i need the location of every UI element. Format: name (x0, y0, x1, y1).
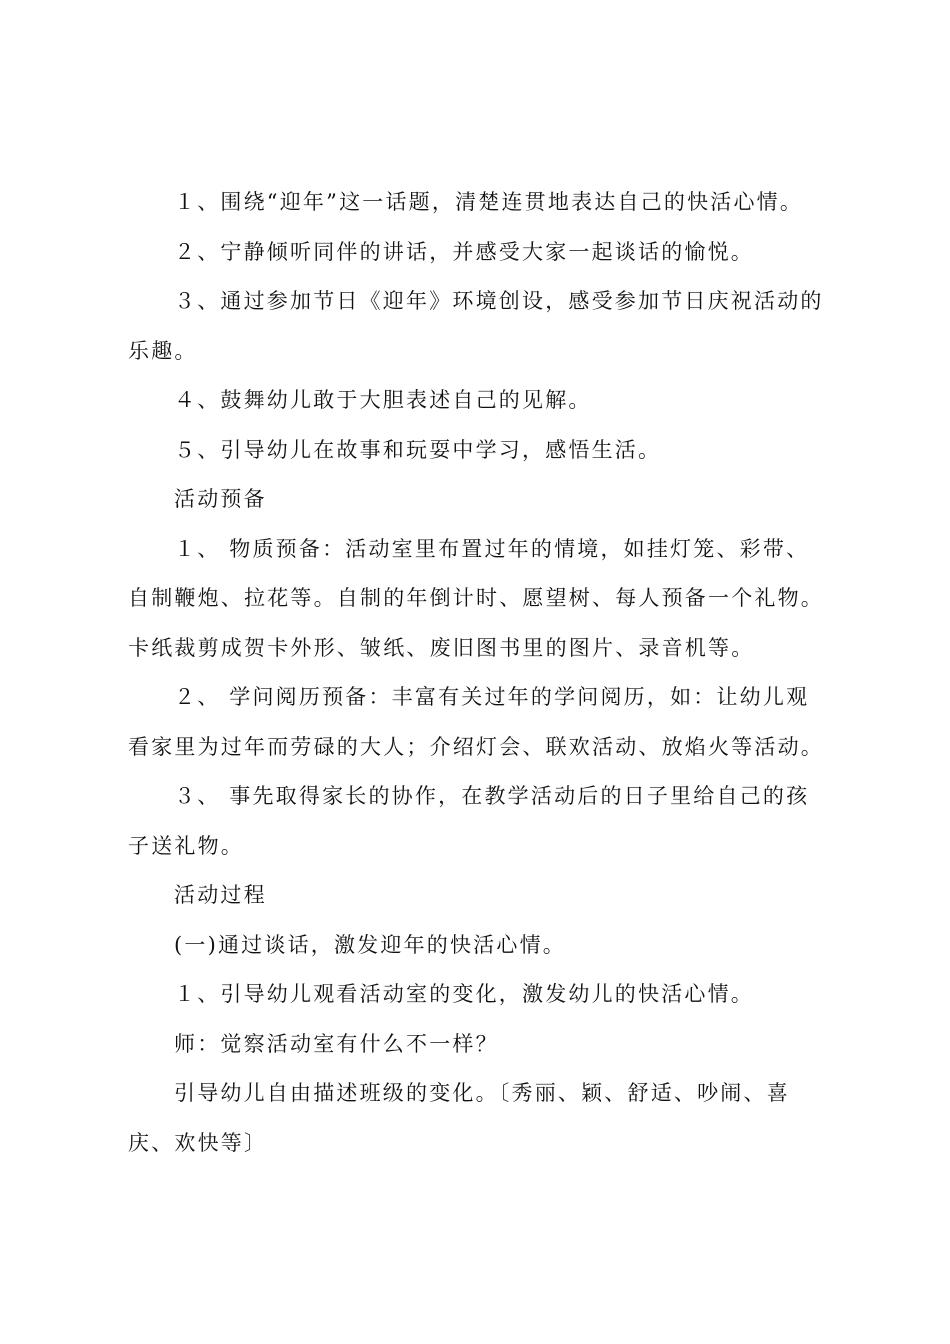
guidance-line: 引导幼儿自由描述班级的变化。〔秀丽、颖、舒适、吵闹、喜庆、欢快等〕 (128, 1081, 790, 1155)
section-heading-preparation: 活动预备 (174, 487, 267, 511)
section-heading-process: 活动过程 (174, 883, 267, 907)
objective-4: ４、鼓舞幼儿敢于大胆表述自己的见解。 (174, 388, 592, 412)
objective-3: ３、通过参加节日《迎年》环境创设，感受参加节日庆祝活动的乐趣。 (128, 289, 824, 363)
objective-1: １、围绕“迎年”这一话题，清楚连贯地表达自己的快活心情。 (174, 190, 804, 214)
objective-2: ２、宁静倾听同伴的讲话，并感受大家一起谈话的愉悦。 (174, 239, 754, 264)
preparation-2: ２、 学问阅历预备：丰富有关过年的学问阅历，如：让幼儿观看家里为过年而劳碌的大人；介绍灯会、联欢活动、放焰火等活动。 (128, 685, 824, 759)
process-item-1: １、引导幼儿观看活动室的变化，激发幼儿的快活心情。 (174, 982, 754, 1006)
process-step-1: (一)通过谈话，激发迎年的快活心情。 (174, 932, 566, 957)
teacher-line: 师：觉察活动室有什么不一样？ (174, 1031, 499, 1056)
preparation-1: １、 物质预备：活动室里布置过年的情境，如挂灯笼、彩带、自制鞭炮、拉花等。自制的年倒计时、愿望树、每人预备一个礼物。卡纸裁剪成贺卡外形、皱纸、废旧图书里的图片、录音机等。 (128, 536, 824, 660)
preparation-3: ３、 事先取得家长的协作，在教学活动后的日子里给自己的孩子送礼物。 (128, 784, 810, 858)
objective-5: ５、引导幼儿在故事和玩耍中学习，感悟生活。 (174, 437, 662, 462)
document-body (128, 178, 832, 1168)
